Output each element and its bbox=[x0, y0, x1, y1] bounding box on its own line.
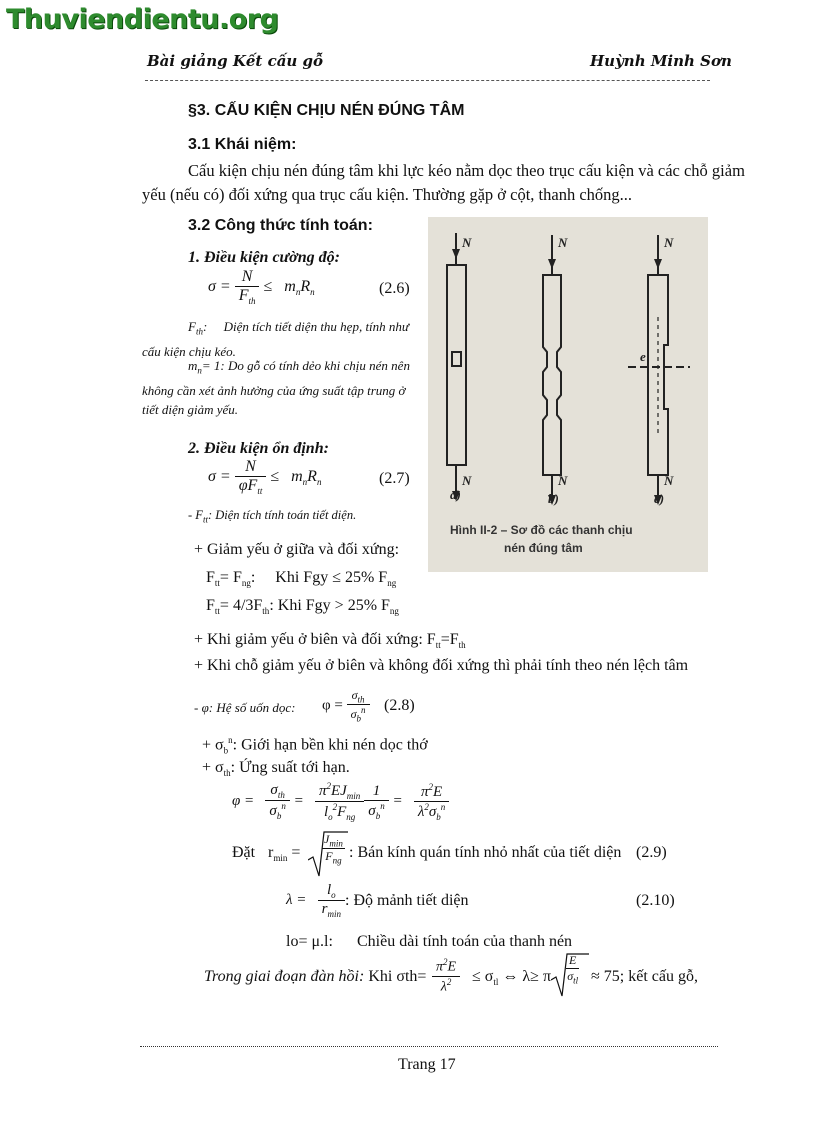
subsection-3-2-title: 3.2 Công thức tính toán: bbox=[188, 217, 373, 234]
elastic-formula: $\frac{\pi^2E}{\lambda^2}$ bbox=[432, 957, 460, 995]
case-edge-asymmetric: + Khi chỗ giảm yếu ở biên và không đối xứng thì phải tính theo nén lệch tâm bbox=[194, 657, 689, 674]
lo-def: lo= μ.l: bbox=[286, 933, 333, 950]
phi-label: - φ: Hệ số uốn dọc: bbox=[194, 700, 296, 715]
eq-number-2-8: (2.8) bbox=[384, 697, 415, 714]
header-divider bbox=[145, 80, 710, 81]
case-1b: $F_{tt}= 4/3F_{th}$: Khi Fgy > 25% $F_{ng}$ bbox=[206, 597, 399, 617]
mn-note-text: 1: Do gỗ có tính dẻo khi chịu nén nên không cần xét ảnh hưởng của ứng suất tập trung ở tiết diện giảm yếu. bbox=[142, 358, 410, 417]
figure-force-label-b2: N bbox=[558, 473, 568, 488]
footer-divider bbox=[140, 1046, 718, 1047]
sigma-th-def: + $\sigma_{th}$: Ứng suất tới hạn. bbox=[202, 759, 350, 779]
eq-number-2-9: (2.9) bbox=[636, 844, 667, 861]
elastic-lead: Trong giai đoạn đàn hồi: bbox=[204, 968, 365, 985]
phi-expansion-formula: φ = $\frac{\sigma_{th}}{\sigma_b^n}$ = $\frac{\pi^2EJ_{min}}{l_o^2F_{ng}}$ $\frac{1}{\sigma_b^n}$ = $\frac{\pi^2E}{\lambda^2\sigma_b^n}$ bbox=[232, 781, 449, 822]
case-edge-symmetric-text: + Khi giảm yếu ở biên và đối xứng: F bbox=[194, 631, 436, 648]
page-number: Trang 17 bbox=[398, 1056, 456, 1073]
eq-number-2-7: (2.7) bbox=[379, 470, 410, 487]
formula-2-6: σ = $\frac{N}{F_{th}}$ ≤ $m_nR_n$ bbox=[208, 268, 315, 307]
s31-line2: yếu (nếu có) đối xứng qua trục cấu kiện. Thường gặp ở cột, thanh chống... bbox=[142, 185, 633, 204]
case-1a-cond: Khi Fgy ≤ 25% F bbox=[275, 569, 388, 586]
figure-caption-line2: nén đúng tâm bbox=[504, 541, 583, 555]
rmin-fraction: $J_{min}$ $F_{ng}$ bbox=[324, 832, 343, 866]
lambda-text: : Độ mảnh tiết diện bbox=[345, 892, 469, 909]
elastic-tail: ≈ 75; kết cấu gỗ, bbox=[591, 968, 698, 985]
elastic-inequality: ≤ $\sigma_{tl}$ ⇔ λ≥ π bbox=[472, 968, 552, 988]
figure-drawing bbox=[428, 217, 708, 572]
figure-eccentricity-label: e bbox=[640, 349, 646, 364]
case-1b-cond: Khi Fgy > 25% F bbox=[277, 597, 390, 614]
section-title: §3. CẤU KIỆN CHỊU NÉN ĐÚNG TÂM bbox=[188, 102, 465, 119]
rmin-text: : Bán kính quán tính nhỏ nhất của tiết diện bbox=[349, 844, 622, 861]
header-author: Huỳnh Minh Sơn bbox=[590, 52, 732, 70]
strength-title: 1. Điều kiện cường độ: bbox=[188, 249, 340, 266]
case-edge-symmetric: + Khi giảm yếu ở biên và đối xứng: $F_{tt}=F_{th}$ bbox=[194, 631, 466, 651]
eq-number-2-6: (2.6) bbox=[379, 280, 410, 297]
rmin-symbol: $r_{min}$ = bbox=[268, 844, 301, 864]
figure-force-label-a2: N bbox=[462, 473, 472, 488]
formula-2-8: φ = $\frac{\sigma_{th}}{\sigma_b^n}$ bbox=[322, 688, 370, 724]
formula-2-7: σ = $\frac{N}{\varphi F_{tt}}$ ≤ $m_nR_n$ bbox=[208, 458, 322, 497]
mn-note: $m_n= 1$: Do gỗ có tính dẻo khi chịu nén nên không cần xét ảnh hưởng của ứng suất tập trung ở tiết diện giảm yếu. bbox=[142, 358, 410, 417]
figure-label-a: a) bbox=[450, 487, 461, 502]
sigma-th-def-text: : Ứng suất tới hạn. bbox=[230, 759, 350, 776]
figure-force-label-c: N bbox=[664, 235, 674, 250]
figure-label-c: c) bbox=[654, 491, 665, 506]
ftt-note: - $F_{tt}$: Diện tích tính toán tiết diện. bbox=[188, 508, 357, 525]
case-1a: $F_{tt}= F_{ng}$: Khi Fgy ≤ 25% $F_{ng}$ bbox=[206, 569, 397, 589]
case-middle-symmetric: + Giảm yếu ở giữa và đối xứng: bbox=[194, 541, 400, 558]
eq-number-2-10: (2.10) bbox=[636, 892, 675, 909]
elastic-stage-line bbox=[204, 968, 426, 986]
figure-force-label-b: N bbox=[558, 235, 568, 250]
figure-caption-line1: Hình II-2 – Sơ đồ các thanh chịu bbox=[450, 523, 633, 537]
figure-force-label-a: N bbox=[462, 235, 472, 250]
fth-note-text: Diện tích tiết diện thu hẹp, tính như cấu kiện chịu kéo. bbox=[142, 319, 410, 359]
lo-text: Chiều dài tính toán của thanh nén bbox=[357, 933, 573, 950]
s31-line1: Cấu kiện chịu nén đúng tâm khi lực kéo nằm dọc theo trục cấu kiện và các chỗ giảm bbox=[188, 161, 745, 180]
figure-compression-members bbox=[428, 217, 708, 572]
stability-title: 2. Điều kiện ổn định: bbox=[188, 440, 329, 457]
rmin-lead: Đặt bbox=[232, 844, 256, 861]
elastic-text: Khi σth= bbox=[368, 968, 427, 985]
watermark-logo: Thuviendientu.org bbox=[6, 4, 279, 35]
figure-label-b: b) bbox=[548, 491, 559, 506]
fth-note: $F_{th}$: Diện tích tiết diện thu hẹp, tính như cấu kiện chịu kéo. bbox=[142, 319, 410, 359]
sigma-b-def-text: : Giới hạn bền khi nén dọc thớ bbox=[232, 736, 428, 754]
sigma-b-def: + $\sigma_b^n$: Giới hạn bền khi nén dọc thớ bbox=[202, 735, 428, 756]
ftt-note-text: : Diện tích tính toán tiết diện. bbox=[207, 508, 357, 522]
subsection-3-1-title: 3.1 Khái niệm: bbox=[188, 136, 297, 153]
elastic-sqrt-fraction: E $\sigma_{tl}$ bbox=[567, 953, 579, 986]
header-course-title: Bài giảng Kết cấu gỗ bbox=[147, 52, 324, 70]
figure-force-label-c2: N bbox=[664, 473, 674, 488]
lambda-formula: λ = $\frac{l_o}{r_{min}}$ bbox=[286, 882, 345, 919]
